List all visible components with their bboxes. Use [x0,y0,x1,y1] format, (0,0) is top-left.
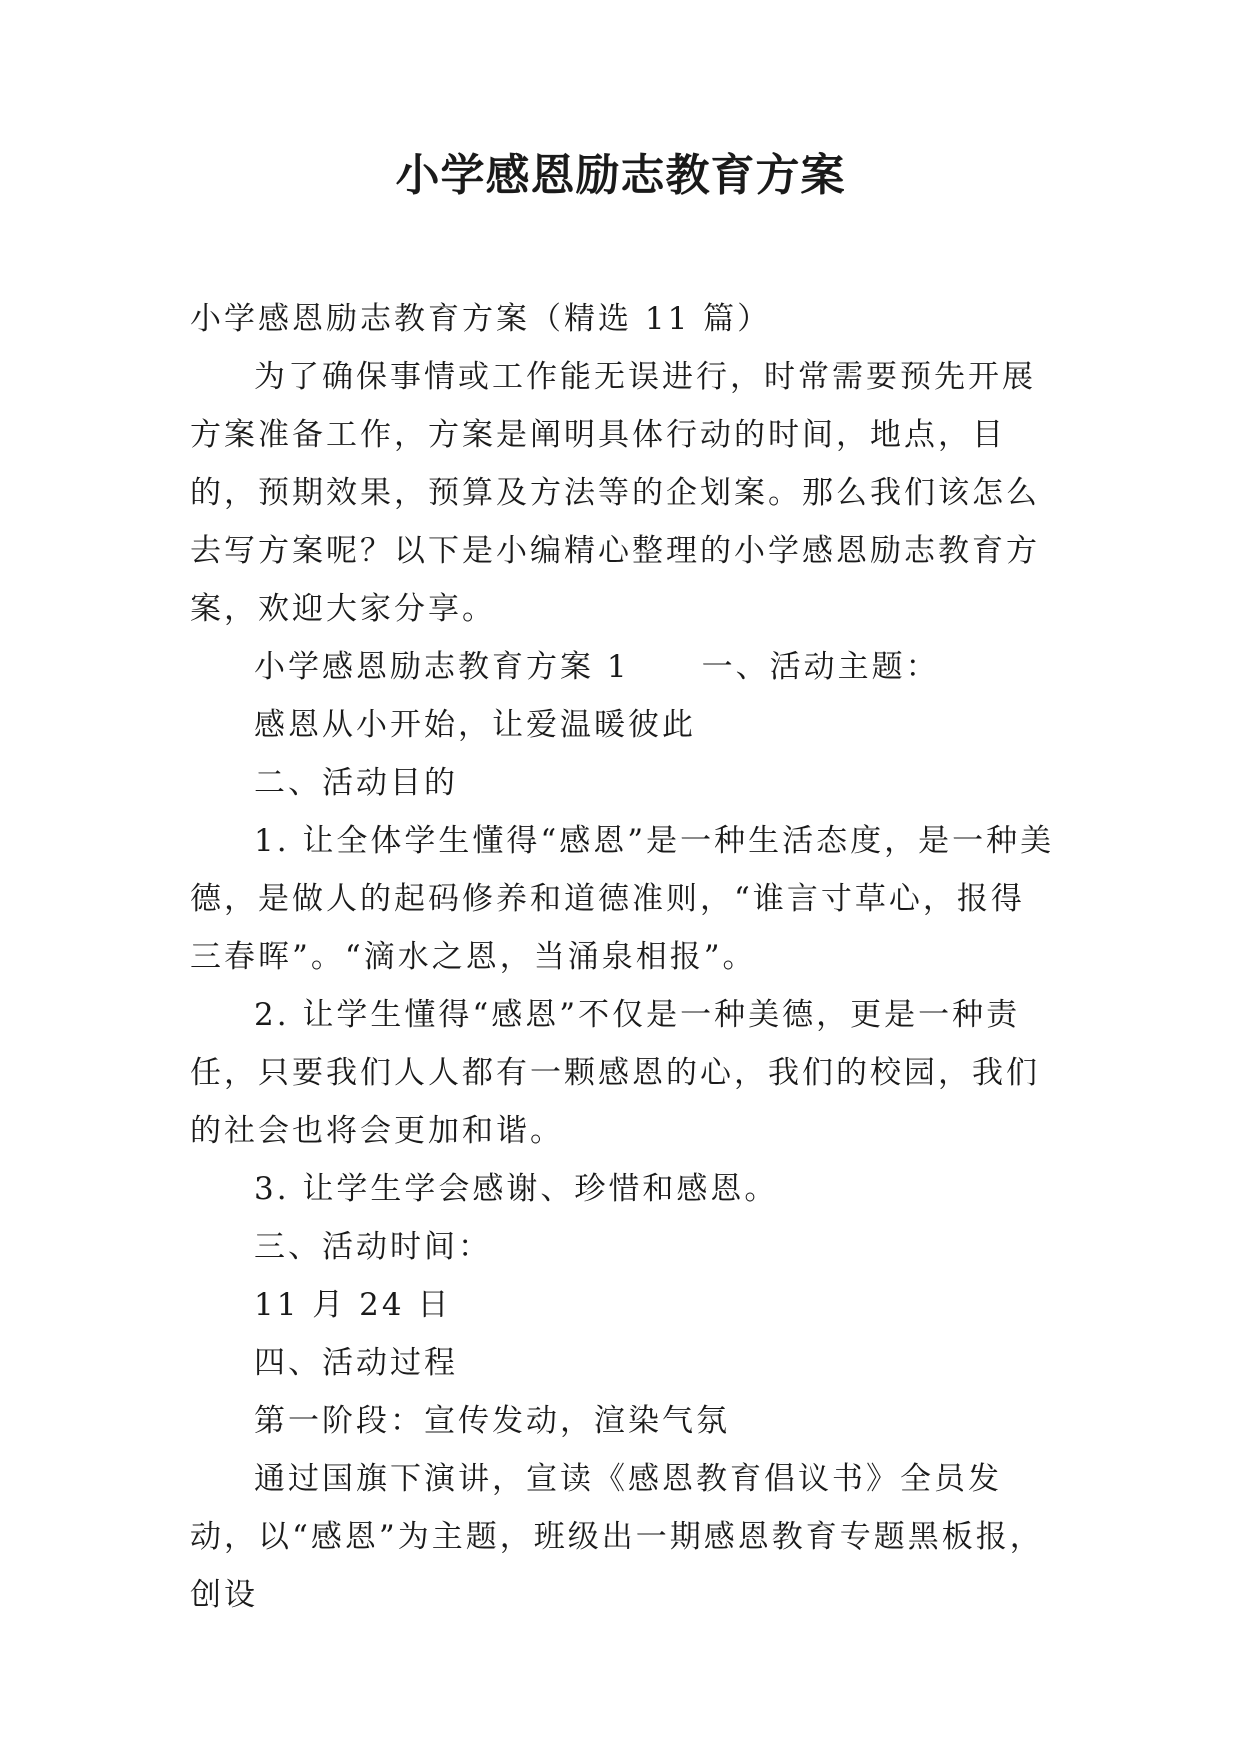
document-subtitle: 小学感恩励志教育方案（精选 11 篇） [190,301,772,337]
stage-1-text: 通过国旗下演讲，宣读《感恩教育倡议书》全员发动，以“感恩”为主题，班级出一期感恩教育专题黑板报，创设 [190,1461,1044,1613]
section-title-line [190,638,1058,696]
heading-time: 三、活动时间： [254,1229,492,1265]
theme-text: 感恩从小开始，让爱温暖彼此 [254,707,696,743]
goal-3: 3. 让学生学会感谢、珍惜和感恩。 [254,1171,779,1207]
heading-theme: 一、活动主题： [701,649,940,685]
document-body [190,290,1058,1624]
section-title: 小学感恩励志教育方案 1 [254,649,630,685]
goal-1: 1. 让全体学生懂得“感恩”是一种生活态度，是一种美德，是做人的起码修养和道德准则，“谁言寸草心，报得三春晖”。“滴水之恩，当涌泉相报”。 [190,823,1055,975]
document-title: 小学感恩励志教育方案 [395,150,846,201]
stage-1-title: 第一阶段：宣传发动，渲染气氛 [254,1403,730,1439]
intro-paragraph: 为了确保事情或工作能无误进行，时常需要预先开展方案准备工作，方案是阐明具体行动的时间，地点，目的，预期效果，预算及方法等的企划案。那么我们该怎么去写方案呢？以下是小编精心整理的小学感恩励志教育方案，欢迎大家分享。 [190,359,1040,627]
heading-goals: 二、活动目的 [254,765,458,801]
time-text: 11 月 24 日 [254,1287,452,1323]
goal-2: 2. 让学生懂得“感恩”不仅是一种美德，更是一种责任，只要我们人人都有一颗感恩的心，我们的校园，我们的社会也将会更加和谐。 [190,997,1040,1149]
heading-process: 四、活动过程 [254,1345,458,1381]
